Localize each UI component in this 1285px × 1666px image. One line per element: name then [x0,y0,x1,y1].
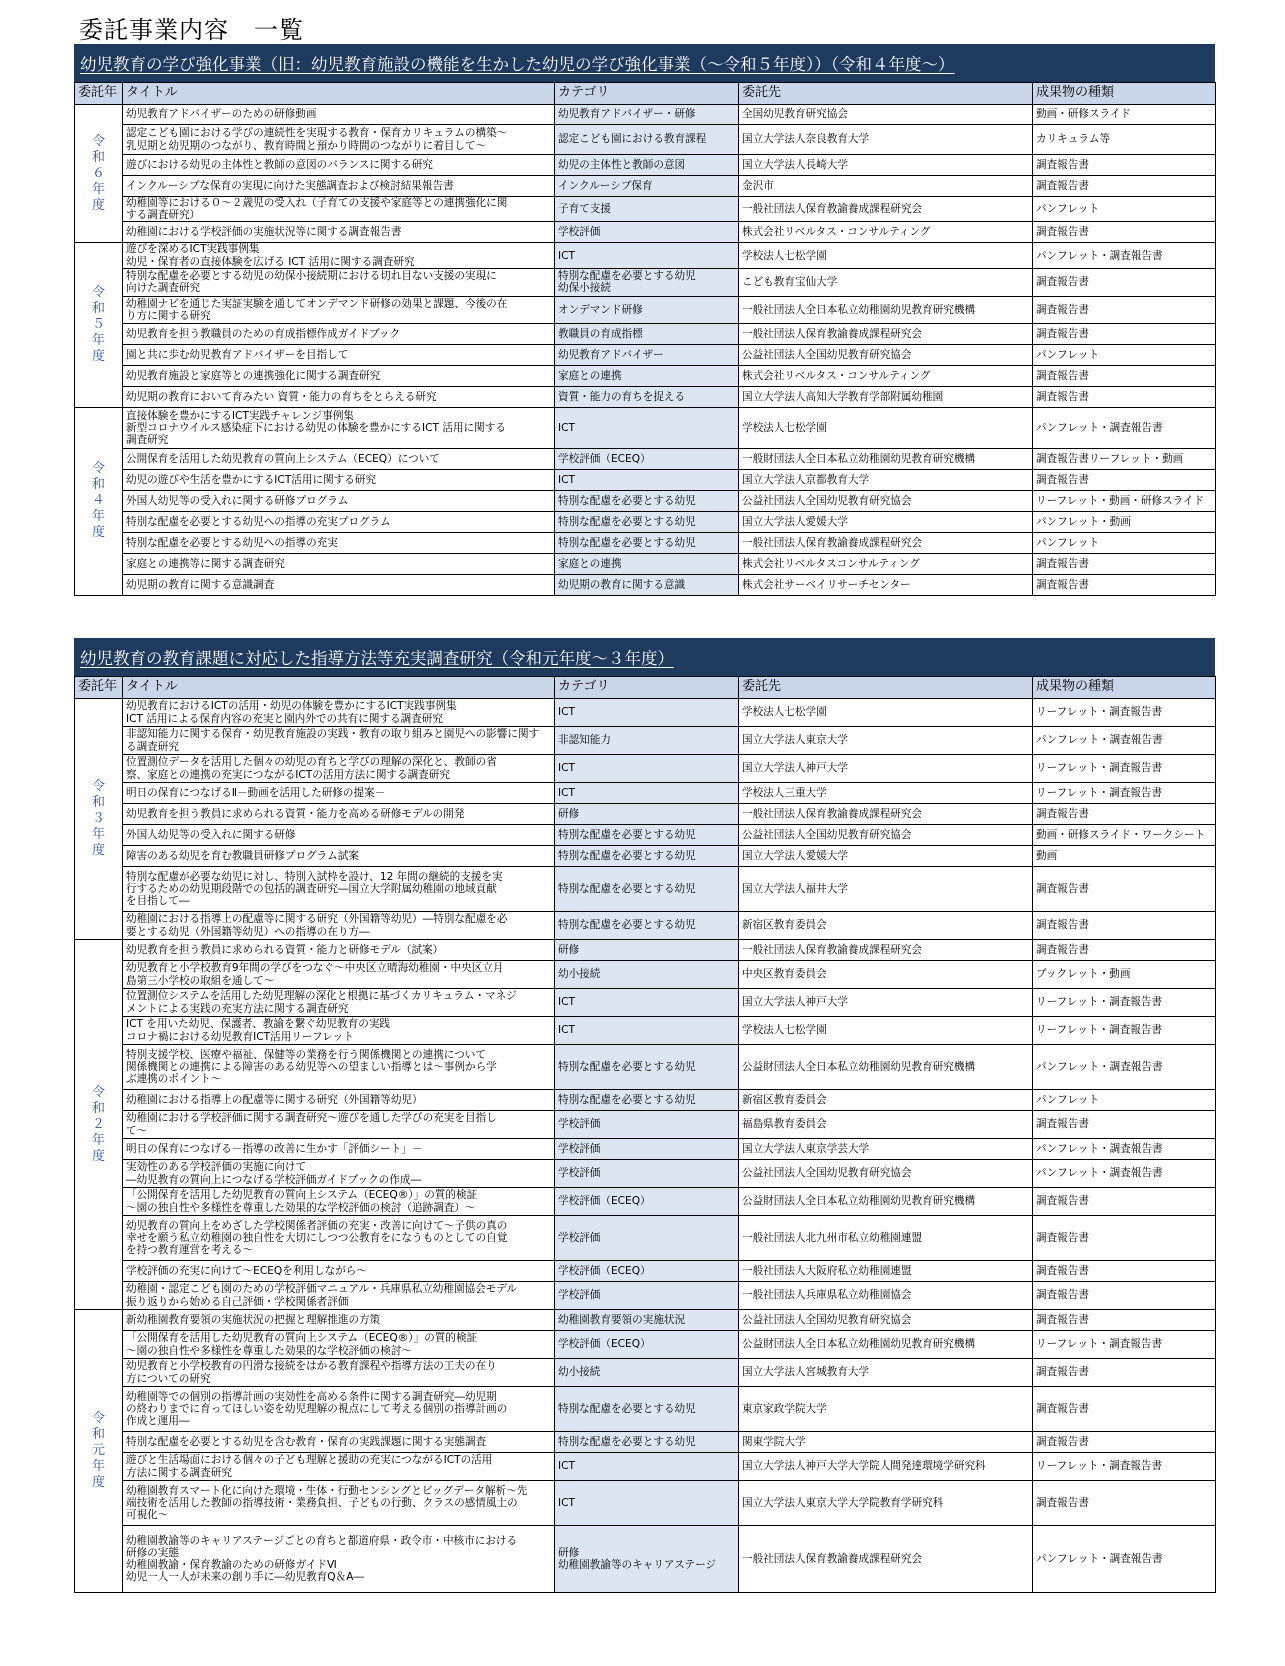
table-row [75,989,1216,1017]
title-cell: 明日の保育につなげる－指導の改善に生かす「評価シート」－ [123,1139,555,1160]
table-row [75,1453,1216,1481]
table-row [75,1310,1216,1331]
title-cell: 特別な配慮が必要な幼児に対し、特別入試枠を設け、12 年間の継続的支援を実 行するための幼児期段階での包括的調査研究―国立大学附属幼稚園の地域貢献 を目指して― [123,867,555,912]
contractor-cell: 学校法人七松学園 [739,407,1033,448]
table-row [75,469,1216,490]
section-2 [74,638,1215,1593]
contractor-cell: 学校法人七松学園 [739,699,1033,727]
category-cell: ICT [555,1017,739,1045]
category-cell: 学校評価 [555,1139,739,1160]
title-cell: 幼児教育と小学校教育の円滑な接続をはかる教育課程や指導方法の工夫の在り 方についての研究 [123,1359,555,1387]
output-cell: 調査報告書 [1033,1481,1216,1526]
output-cell: 調査報告書 [1033,1261,1216,1282]
title-cell: 幼稚園における指導上の配慮等に関する研究（外国籍等幼児）―特別な配慮を必 要とする幼児（外国籍等幼児）への指導の在り方― [123,912,555,940]
contractor-cell: 国立大学法人京都教育大学 [739,469,1033,490]
contractor-cell: 新宿区教育委員会 [739,1090,1033,1111]
category-cell: 特別な配慮を必要とする幼児 [555,1045,739,1090]
title-cell: 幼稚園における学校評価に関する調査研究～遊びを通した学びの充実を目指し て～ [123,1111,555,1139]
table-row [75,407,1216,448]
output-cell: 調査報告書 [1033,912,1216,940]
output-cell: 調査報告書 [1033,1310,1216,1331]
table-row [75,197,1216,222]
table-row [75,1387,1216,1432]
contractor-cell: 公益社団法人全国幼児教育研究協会 [739,1310,1033,1331]
output-cell: 調査報告書リーフレット・動画 [1033,448,1216,469]
contractor-cell: 学校法人三重大学 [739,783,1033,804]
title-cell: 特別な配慮を必要とする幼児の幼保小接続期における切れ目ない支援の実現に 向けた調査研究 [123,268,555,296]
col-title-header: タイトル [123,677,555,699]
output-cell: 調査報告書 [1033,222,1216,243]
output-cell: パンフレット・調査報告書 [1033,727,1216,755]
contractor-cell: 一般社団法人保育教諭養成課程研究会 [739,323,1033,344]
category-cell: ICT [555,243,739,268]
table-row [75,867,1216,912]
table-row [75,1139,1216,1160]
output-cell: 調査報告書 [1033,1359,1216,1387]
table-row [75,846,1216,867]
section-2-banner [74,638,1215,676]
category-cell: 研修 幼稚園教諭等のキャリアステージ [555,1526,739,1593]
table-row [75,699,1216,727]
table-row [75,511,1216,532]
output-cell: 調査報告書 [1033,867,1216,912]
col-contractor-header: 委託先 [739,83,1033,105]
contractor-cell: 国立大学法人東京大学 [739,727,1033,755]
contractor-cell: 国立大学法人神戸大学 [739,989,1033,1017]
category-cell: ICT [555,755,739,783]
category-cell: 特別な配慮を必要とする幼児 [555,1090,739,1111]
category-cell: 特別な配慮を必要とする幼児 [555,867,739,912]
table-row [75,727,1216,755]
table-row [75,344,1216,365]
title-cell: 明日の保育につなげるⅡ－動画を活用した研修の提案－ [123,783,555,804]
title-cell: 幼児教育におけるICTの活用・幼児の体験を豊かにするICT実践事例集 ICT 活用による保育内容の充実と園内外での共有に関する調査研究 [123,699,555,727]
table-row [75,755,1216,783]
output-cell: 調査報告書 [1033,1387,1216,1432]
output-cell: パンフレット・調査報告書 [1033,1139,1216,1160]
year-cell [75,940,123,1310]
output-cell: 調査報告書 [1033,1432,1216,1453]
title-cell: 遊びと生活場面における個々の子ども理解と援助の充実につながるICTの活用 方法に関する調査研究 [123,1453,555,1481]
table-row [75,222,1216,243]
table-row [75,1432,1216,1453]
year-label: 令和元年度 [91,1411,105,1490]
title-cell: 遊びを深めるICT実践事例集 幼児・保育者の直接体験を広げる ICT 活用に関する調査研究 [123,243,555,268]
contractor-cell: 株式会社サーベイリサーチセンター [739,574,1033,595]
category-cell: 学校評価（ECEQ） [555,1261,739,1282]
contractor-cell: 国立大学法人福井大学 [739,867,1033,912]
table-row [75,961,1216,989]
output-cell: 動画 [1033,846,1216,867]
contractor-cell: 公益社団法人全国幼児教育研究協会 [739,490,1033,511]
category-cell: インクルーシブ保育 [555,176,739,197]
output-cell: 調査報告書 [1033,574,1216,595]
category-cell: 学校評価 [555,1160,739,1188]
title-cell: 外国人幼児等の受入れに関する研修プログラム [123,490,555,511]
output-cell: リーフレット・調査報告書 [1033,783,1216,804]
section-2-banner-text: 幼児教育の教育課題に対応した指導方法等充実調査研究（令和元年度～３年度） [80,649,674,668]
title-cell: 園と共に歩む幼児教育アドバイザーを目指して [123,344,555,365]
contractor-cell: 公益社団法人全国幼児教育研究協会 [739,825,1033,846]
title-cell: 新幼稚園教育要領の実施状況の把握と理解推進の方策 [123,1310,555,1331]
contractor-cell: 株式会社リベルタス・コンサルティング [739,365,1033,386]
table-row [75,940,1216,961]
title-cell: 直接体験を豊かにするICT実践チャレンジ事例集 新型コロナウイルス感染症下における幼児の体験を豊かにするICT 活用に関する 調査研究 [123,407,555,448]
year-cell [75,699,123,940]
category-cell: 幼小接続 [555,961,739,989]
output-cell: パンフレット・調査報告書 [1033,407,1216,448]
section-1-banner-text: 幼児教育の学び強化事業（旧：幼児教育施設の機能を生かした幼児の学び強化事業（～令和５年度））（令和４年度～） [80,55,955,74]
category-cell: 学校評価（ECEQ） [555,1331,739,1359]
year-label: 令和５年度 [91,285,105,365]
table-row [75,783,1216,804]
title-cell: 幼児教育を担う教職員のための育成指標作成ガイドブック [123,323,555,344]
contractor-cell: 公益社団法人全国幼児教育研究協会 [739,344,1033,365]
output-cell: パンフレット・調査報告書 [1033,1160,1216,1188]
category-cell: 認定こども園における教育課程 [555,125,739,155]
title-cell: 幼稚園ナビを通じた実証実験を通してオンデマンド研修の効果と課題、今後の在 り方に関する研究 [123,296,555,323]
table-row [75,1359,1216,1387]
category-cell: 特別な配慮を必要とする幼児 [555,825,739,846]
table-row [75,243,1216,268]
contractor-cell: 一般社団法人保育教諭養成課程研究会 [739,532,1033,553]
title-cell: ICT を用いた幼児、保護者、教諭を繋ぐ幼児教育の実践 コロナ禍における幼児教育ICT活用リーフレット [123,1017,555,1045]
title-cell: 幼児期の教育において育みたい 資質・能力の育ちをとらえる研究 [123,386,555,407]
title-cell: 幼児期の教育に関する意識調査 [123,574,555,595]
col-year-header: 委託年 [75,83,123,105]
title-cell: 幼稚園等での個別の指導計画の実効性を高める条件に関する調査研究―幼児期 の終わりまでに育ってほしい姿を幼児理解の視点にして考える個別の指導計画の 作成と運用― [123,1387,555,1432]
table-row [75,553,1216,574]
contractor-cell: 一般財団法人全日本私立幼稚園幼児教育研究機構 [739,448,1033,469]
output-cell: 調査報告書 [1033,1282,1216,1310]
contractor-cell: 一般社団法人大阪府私立幼稚園連盟 [739,1261,1033,1282]
output-cell: 調査報告書 [1033,296,1216,323]
col-year-header: 委託年 [75,677,123,699]
category-cell: ICT [555,407,739,448]
title-cell: 幼稚園教育スマート化に向けた環境・生体・行動センシングとビッグデータ解析～先 端技術を活用した教師の指導技術・業務負担、子どもの行動、クラスの感情風土の 可視化～ [123,1481,555,1526]
output-cell: 調査報告書 [1033,365,1216,386]
category-cell: 幼児教育アドバイザー [555,344,739,365]
title-cell: 特別な配慮を必要とする幼児を含む教育・保育の実践課題に関する実態調査 [123,1432,555,1453]
category-cell: 幼児教育アドバイザー・研修 [555,105,739,125]
output-cell: 調査報告書 [1033,469,1216,490]
title-cell: 家庭との連携等に関する調査研究 [123,553,555,574]
category-cell: 非認知能力 [555,727,739,755]
title-cell: 幼児教育を担う教員に求められる資質・能力と研修モデル（試案） [123,940,555,961]
output-cell: リーフレット・調査報告書 [1033,1017,1216,1045]
table-row [75,804,1216,825]
col-contractor-header: 委託先 [739,677,1033,699]
category-cell: ICT [555,469,739,490]
table-row [75,532,1216,553]
year-cell [75,243,123,407]
contractor-cell: 一般社団法人保育教諭養成課程研究会 [739,1526,1033,1593]
contractor-cell: 一般社団法人兵庫県私立幼稚園協会 [739,1282,1033,1310]
year-cell [75,1310,123,1593]
title-cell: インクルーシブな保育の実現に向けた実態調査および検討結果報告書 [123,176,555,197]
title-cell: 幼稚園等における０～２歳児の受入れ（子育ての支援や家庭等との連携強化に関 する調査研究） [123,197,555,222]
contractor-cell: 国立大学法人長崎大学 [739,155,1033,176]
table-row [75,912,1216,940]
contractor-cell: 一般社団法人保育教諭養成課程研究会 [739,804,1033,825]
table-row [75,365,1216,386]
output-cell: 調査報告書 [1033,268,1216,296]
col-output-header: 成果物の種類 [1033,83,1216,105]
contractor-cell: 公益財団法人全日本私立幼稚園幼児教育研究機構 [739,1188,1033,1216]
category-cell: 特別な配慮を必要とする幼児 [555,1387,739,1432]
contractor-cell: こども教育宝仙大学 [739,268,1033,296]
title-cell: 「公開保育を活用した幼児教育の質向上システム（ECEQ®）」の質的検証 ～園の独自性や多様性を尊重した効果的な学校評価の検討（追跡調査）～ [123,1188,555,1216]
header-row [75,677,1216,699]
title-cell: 位置測位システムを活用した幼児理解の深化と根拠に基づくカリキュラム・マネジ メントによる実践の充実方法に関する調査研究 [123,989,555,1017]
contractor-cell: 国立大学法人奈良教育大学 [739,125,1033,155]
category-cell: 特別な配慮を必要とする幼児 [555,511,739,532]
output-cell: リーフレット・動画・研修スライド [1033,490,1216,511]
contractor-cell: 一般社団法人保育教諭養成課程研究会 [739,197,1033,222]
output-cell: ブックレット・動画 [1033,961,1216,989]
table-row [75,1160,1216,1188]
year-cell [75,105,123,243]
title-cell: 実効性のある学校評価の実施に向けて ―幼児教育の質向上につなげる学校評価ガイドブックの作成― [123,1160,555,1188]
output-cell: リーフレット・調査報告書 [1033,989,1216,1017]
category-cell: 研修 [555,940,739,961]
category-cell: 子育て支援 [555,197,739,222]
output-cell: 調査報告書 [1033,386,1216,407]
output-cell: パンフレット [1033,532,1216,553]
contractor-cell: 中央区教育委員会 [739,961,1033,989]
category-cell: 特別な配慮を必要とする幼児 幼保小接続 [555,268,739,296]
contractor-cell: 公益社団法人全国幼児教育研究協会 [739,1160,1033,1188]
category-cell: 研修 [555,804,739,825]
contractor-cell: 関東学院大学 [739,1432,1033,1453]
table-row [75,1331,1216,1359]
title-cell: 幼児教育施設と家庭等との連携強化に関する調査研究 [123,365,555,386]
category-cell: 幼小接続 [555,1359,739,1387]
contractor-cell: 国立大学法人愛媛大学 [739,846,1033,867]
table-row [75,176,1216,197]
year-cell [75,407,123,595]
output-cell: パンフレット・調査報告書 [1033,243,1216,268]
title-cell: 幼稚園における学校評価の実施状況等に関する調査報告書 [123,222,555,243]
title-cell: 幼児教育を担う教員に求められる資質・能力を高める研修モデルの開発 [123,804,555,825]
title-cell: 外国人幼児等の受入れに関する研修 [123,825,555,846]
title-cell: 認定こども園における学びの連続性を実現する教育・保育カリキュラムの構築～ 乳児期と幼児期のつながり、教育時間と預かり時間のつながりに着目して～ [123,125,555,155]
output-cell: リーフレット・調査報告書 [1033,699,1216,727]
output-cell: パンフレット・調査報告書 [1033,1045,1216,1090]
year-label: 令和２年度 [91,1084,105,1164]
category-cell: 特別な配慮を必要とする幼児 [555,490,739,511]
table-row [75,1282,1216,1310]
section-1 [74,44,1215,596]
category-cell: 特別な配慮を必要とする幼児 [555,846,739,867]
output-cell: 調査報告書 [1033,804,1216,825]
contractor-cell: 福島県教育委員会 [739,1111,1033,1139]
table-row [75,1090,1216,1111]
title-cell: 幼児教育アドバイザーのための研修動画 [123,105,555,125]
output-cell: 調査報告書 [1033,323,1216,344]
contractor-cell: 国立大学法人愛媛大学 [739,511,1033,532]
title-cell: 幼児教育の質向上をめざした学校関係者評価の充実・改善に向けて～子供の真の 幸せを願う私立幼稚園の独自性を大切にしつつ公教育をになうものとしての自覚 を持つ教育運営を考える～ [123,1216,555,1261]
table-row [75,268,1216,296]
category-cell: 学校評価（ECEQ） [555,448,739,469]
output-cell: 動画・研修スライド [1033,105,1216,125]
contractor-cell: 公益財団法人全日本私立幼稚園幼児教育研究機構 [739,1045,1033,1090]
category-cell: 教職員の育成指標 [555,323,739,344]
category-cell: ICT [555,699,739,727]
year-label: 令和３年度 [91,779,105,858]
category-cell: ICT [555,1481,739,1526]
category-cell: 学校評価 [555,222,739,243]
year-label: 令和４年度 [91,461,105,541]
contractor-cell: 東京家政学院大学 [739,1387,1033,1432]
category-cell: 資質・能力の育ちを捉える [555,386,739,407]
table-row [75,825,1216,846]
category-cell: オンデマンド研修 [555,296,739,323]
table-row [75,490,1216,511]
category-cell: 幼稚園教育要領の実施状況 [555,1310,739,1331]
category-cell: 特別な配慮を必要とする幼児 [555,1432,739,1453]
table-row [75,296,1216,323]
output-cell: 調査報告書 [1033,1111,1216,1139]
table-row [75,1188,1216,1216]
table-row [75,386,1216,407]
table-row [75,1216,1216,1261]
col-category-header: カテゴリ [555,677,739,699]
contractor-cell: 株式会社リベルタス・コンサルティング [739,222,1033,243]
section-1-table [74,82,1216,596]
table-row [75,574,1216,595]
category-cell: 学校評価 [555,1111,739,1139]
contractor-cell: 株式会社リベルタスコンサルティング [739,553,1033,574]
contractor-cell: 学校法人七松学園 [739,243,1033,268]
output-cell: 調査報告書 [1033,1188,1216,1216]
category-cell: 家庭との連携 [555,553,739,574]
title-cell: 位置測位データを活用した個々の幼児の育ちと学びの理解の深化と、教師の省 察、家庭との連携の充実につながるICTの活用方法に関する調査研究 [123,755,555,783]
contractor-cell: 国立大学法人神戸大学 [739,755,1033,783]
title-cell: 学校評価の充実に向けて～ECEQを利用しながら～ [123,1261,555,1282]
category-cell: 特別な配慮を必要とする幼児 [555,912,739,940]
contractor-cell: 学校法人七松学園 [739,1017,1033,1045]
col-category-header: カテゴリ [555,83,739,105]
table-row [75,125,1216,155]
table-row [75,1017,1216,1045]
contractor-cell: 国立大学法人東京学芸大学 [739,1139,1033,1160]
contractor-cell: 国立大学法人宮城教育大学 [739,1359,1033,1387]
table-row [75,1045,1216,1090]
title-cell: 幼稚園教諭等のキャリアステージごとの育ちと都道府県・政令市・中核市における 研修の実態 幼稚園教諭・保育教諭のための研修ガイドⅥ 幼児一人一人が未来の創り手に―幼児教育Q＆A― [123,1526,555,1593]
col-title-header: タイトル [123,83,555,105]
table-row [75,1261,1216,1282]
contractor-cell: 新宿区教育委員会 [739,912,1033,940]
output-cell: リーフレット・調査報告書 [1033,755,1216,783]
output-cell: パンフレット [1033,197,1216,222]
section-1-banner [74,44,1215,82]
title-cell: 非認知能力に関する保育・幼児教育施設の実践・教育の取り組みと園児への影響に関す る調査研究 [123,727,555,755]
title-cell: 幼児教育と小学校教育9年間の学びをつなぐ～中央区立晴海幼稚園・中央区立月 島第三小学校の取組を通して～ [123,961,555,989]
contractor-cell: 全国幼児教育研究協会 [739,105,1033,125]
page-title: 委託事業内容 一覧 [79,16,304,44]
output-cell: リーフレット・調査報告書 [1033,1453,1216,1481]
table-row [75,1111,1216,1139]
output-cell: カリキュラム等 [1033,125,1216,155]
category-cell: 幼児の主体性と教師の意図 [555,155,739,176]
contractor-cell: 国立大学法人高知大学教育学部附属幼稚園 [739,386,1033,407]
table-row [75,155,1216,176]
title-cell: 特別な配慮を必要とする幼児への指導の充実プログラム [123,511,555,532]
title-cell: 「公開保育を活用した幼児教育の質向上システム（ECEQ®）」の質的検証 ～園の独自性や多様性を尊重した効果的な学校評価の検討～ [123,1331,555,1359]
output-cell: パンフレット・調査報告書 [1033,1526,1216,1593]
title-cell: 幼稚園における指導上の配慮等に関する研究（外国籍等幼児） [123,1090,555,1111]
output-cell: 調査報告書 [1033,1216,1216,1261]
year-label: 令和６年度 [91,133,105,213]
title-cell: 幼稚園・認定こども園のための学校評価マニュアル・兵庫県私立幼稚園協会モデル 振り返りから始める自己評価・学校関係者評価 [123,1282,555,1310]
category-cell: 特別な配慮を必要とする幼児 [555,532,739,553]
title-cell: 幼児の遊びや生活を豊かにするICT活用に関する研究 [123,469,555,490]
table-row [75,1526,1216,1593]
contractor-cell: 一般社団法人全日本私立幼稚園幼児教育研究機構 [739,296,1033,323]
contractor-cell: 国立大学法人神戸大学大学院人間発達環境学研究科 [739,1453,1033,1481]
contractor-cell: 一般社団法人保育教諭養成課程研究会 [739,940,1033,961]
col-output-header: 成果物の種類 [1033,677,1216,699]
category-cell: ICT [555,1453,739,1481]
category-cell: ICT [555,783,739,804]
title-cell: 特別な配慮を必要とする幼児への指導の充実 [123,532,555,553]
contractor-cell: 一般社団法人北九州市私立幼稚園連盟 [739,1216,1033,1261]
output-cell: 調査報告書 [1033,176,1216,197]
category-cell: 家庭との連携 [555,365,739,386]
title-cell: 遊びにおける幼児の主体性と教師の意図のバランスに関する研究 [123,155,555,176]
header-row [75,83,1216,105]
table-row [75,105,1216,125]
category-cell: 学校評価 [555,1282,739,1310]
contractor-cell: 金沢市 [739,176,1033,197]
category-cell: ICT [555,989,739,1017]
output-cell: パンフレット [1033,1090,1216,1111]
contractor-cell: 国立大学法人東京大学大学院教育学研究科 [739,1481,1033,1526]
output-cell: パンフレット [1033,344,1216,365]
output-cell: パンフレット・動画 [1033,511,1216,532]
category-cell: 学校評価 [555,1216,739,1261]
title-cell: 障害のある幼児を育む教職員研修プログラム試案 [123,846,555,867]
section-2-table [74,676,1216,1593]
table-row [75,1481,1216,1526]
table-row [75,323,1216,344]
category-cell: 幼児期の教育に関する意識 [555,574,739,595]
output-cell: 動画・研修スライド・ワークシート [1033,825,1216,846]
contractor-cell: 公益財団法人全日本私立幼稚園幼児教育研究機構 [739,1331,1033,1359]
title-cell: 特別支援学校、医療や福祉、保健等の業務を行う関係機関との連携について 関係機関との連携による障害のある幼児等への望ましい指導とは～事例から学 ぶ連携のポイント～ [123,1045,555,1090]
output-cell: 調査報告書 [1033,940,1216,961]
output-cell: 調査報告書 [1033,155,1216,176]
table-row [75,448,1216,469]
category-cell: 学校評価（ECEQ） [555,1188,739,1216]
output-cell: 調査報告書 [1033,553,1216,574]
output-cell: リーフレット・調査報告書 [1033,1331,1216,1359]
title-cell: 公開保育を活用した幼児教育の質向上システム（ECEQ）について [123,448,555,469]
